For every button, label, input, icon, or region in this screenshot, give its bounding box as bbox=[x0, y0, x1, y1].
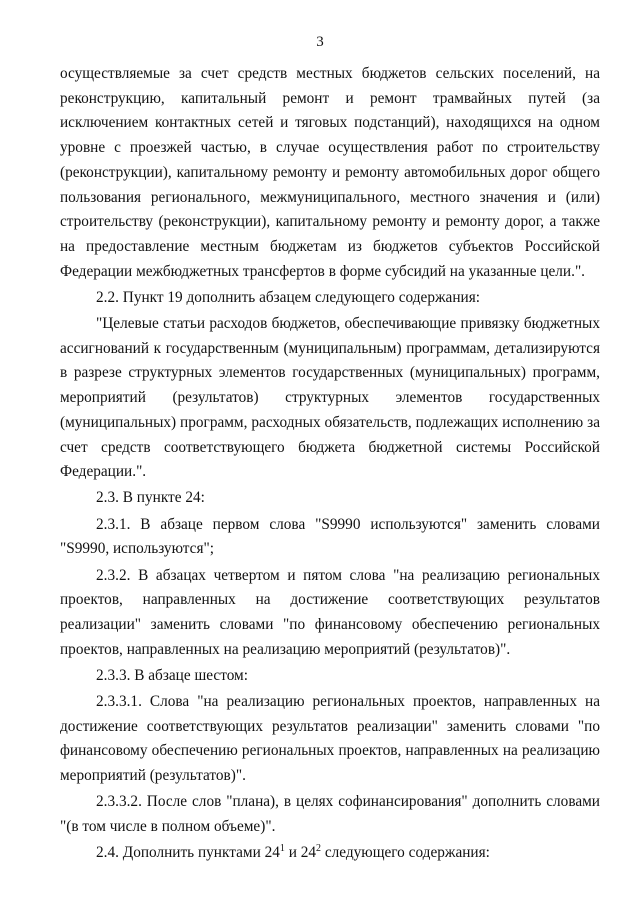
paragraph-2-3: 2.3. В пункте 24: bbox=[96, 489, 205, 507]
superscript-2: 2 bbox=[316, 843, 322, 855]
paragraph-2-3-3-2: 2.3.3.2. После слов "плана), в целях софинансирования" дополнить словами "(в том числе в полном объеме)". bbox=[60, 793, 600, 836]
paragraph-2-3-3-1: 2.3.3.1. Слова "на реализацию региональных проектов, направленных на достижение соответствующих результатов реализации" заменить словами "по финансовому обеспечению региональных проектов, направленных на реализацию мероприятий (результатов)". bbox=[60, 693, 600, 785]
paragraph-2-4-text-end: следующего содержания: bbox=[321, 844, 490, 862]
superscript-1: 1 bbox=[279, 843, 285, 855]
paragraph-2-4 bbox=[60, 841, 600, 866]
paragraph-continuation: осуществляемые за счет средств местных бюджетов сельских поселений, на реконструкцию, капитальный ремонт и ремонт трамвайных путей (за исключением контактных сетей и тяговых подстанций), находящихся на одном уровне с проезжей частью, в случае осуществления работ по строительству (реконструкции), капитальному ремонту и ремонту автомобильных дорог общего пользования регионального, межмуниципального, местного значения и (или) строительству (реконструкции), капитальному ремонту и ремонту дорог, а также на предоставление местным бюджетам из бюджетов субъектов Российской Федерации межбюджетных трансфертов в форме субсидий на указанные цели.". bbox=[60, 65, 600, 280]
paragraph-quote-target-articles: "Целевые статьи расходов бюджетов, обеспечивающие привязку бюджетных ассигнований к государственным (муниципальным) программам, детализируются в разрезе структурных элементов государственных (муниципальных) программ, мероприятий (результатов) структурных элементов государственных (муниципальных) программ, расходных обязательств, подлежащих исполнению за счет средств соответствующего бюджета бюджетной системы Российской Федерации.". bbox=[60, 315, 600, 481]
paragraph-2-4-text-middle: и 24 bbox=[284, 844, 317, 862]
document-body bbox=[60, 62, 600, 866]
paragraph-2-2: 2.2. Пункт 19 дополнить абзацем следующего содержания: bbox=[96, 288, 480, 306]
page-number: 3 bbox=[316, 34, 324, 50]
paragraph-2-3-1: 2.3.1. В абзаце первом слова "S9990 используются" заменить словами "S9990, используются"; bbox=[60, 515, 600, 558]
paragraph-2-3-3: 2.3.3. В абзаце шестом: bbox=[96, 666, 248, 684]
paragraph-2-3-2: 2.3.2. В абзацах четвертом и пятом слова "на реализацию региональных проектов, направленных на достижение соответствующих результатов реализации" заменить словами "по финансовому обеспечению региональных проектов, направленных на реализацию мероприятий (результатов)". bbox=[60, 566, 600, 658]
paragraph-2-4-text-start: 2.4. Дополнить пунктами 24 bbox=[96, 844, 280, 862]
